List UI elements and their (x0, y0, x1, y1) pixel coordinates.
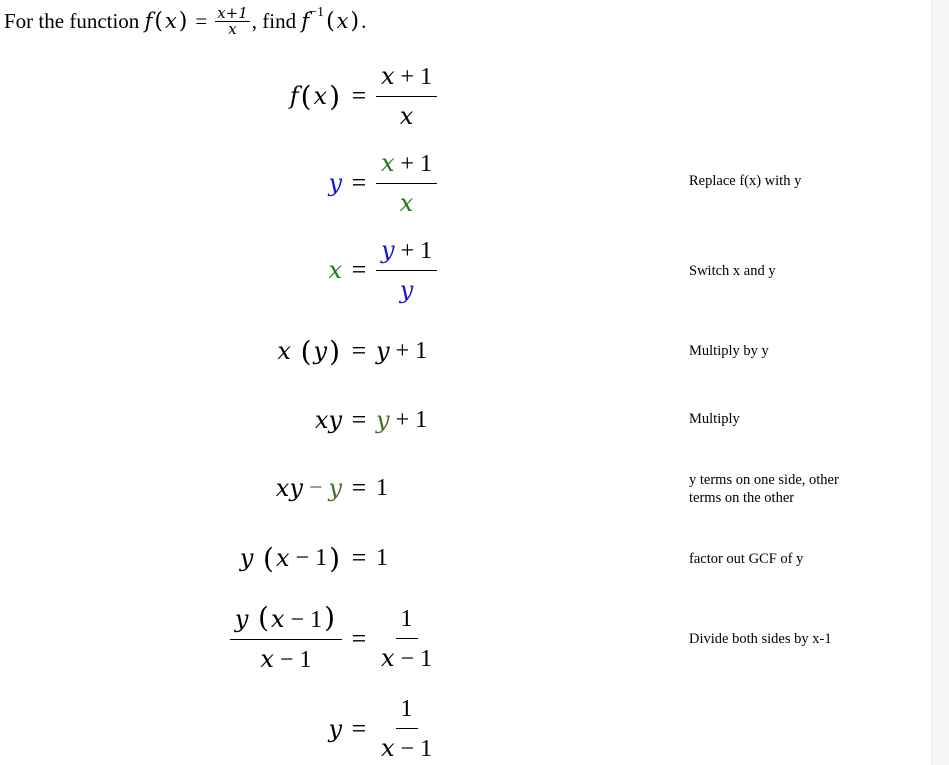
num-x: x (270, 605, 285, 633)
num-1: 1 (420, 151, 433, 177)
step-note: Divide both sides by x-1 (689, 631, 832, 647)
num-y: y (381, 236, 395, 264)
step-row (0, 60, 660, 132)
lhs-y: y (328, 474, 342, 502)
step-row (0, 693, 660, 765)
rhs-den-x: x (381, 644, 395, 672)
equation: f ( x ) = $\frac{x + 1}{x}$ (0, 60, 640, 132)
den: x (399, 102, 414, 130)
num-y: y (234, 605, 249, 633)
step-note: Switch x and y (689, 263, 776, 279)
lhs-fraction: $\frac{y (x - 1)}{x - 1}$ (230, 603, 342, 675)
step-note: factor out GCF of y (689, 551, 804, 567)
den: y (399, 276, 414, 304)
rhs-1: 1 (415, 337, 428, 364)
rhs-den-1: 1 (420, 646, 433, 672)
rhs-fraction: $\frac{x + 1}{x}$ (376, 61, 437, 131)
problem-intro: For the function (4, 8, 140, 33)
problem-statement: For the function f ( x ) = $\frac{x+1}{x}$ , find f −1 ( x ) . (4, 3, 367, 38)
problem-den: x (228, 19, 237, 38)
rhs-1: 1 (376, 474, 388, 501)
lhs-xy: xy (275, 474, 303, 502)
scrollbar-track[interactable] (931, 0, 949, 765)
num-1: 1 (420, 64, 433, 90)
problem-inv: f (301, 9, 310, 33)
step-row (0, 537, 660, 579)
rhs-1: 1 (415, 406, 428, 433)
den: x (399, 189, 414, 217)
num-1: 1 (420, 238, 433, 264)
lhs-x: x (277, 337, 291, 365)
step-row (0, 399, 660, 441)
num-x: x (381, 62, 395, 90)
lhs-y: y (328, 715, 342, 743)
rhs-y: y (376, 406, 390, 434)
problem-inv-exp: −1 (309, 5, 325, 20)
lhs-1: 1 (315, 544, 328, 571)
rhs-den-x: x (381, 734, 395, 762)
num-x: x (381, 149, 395, 177)
step-row (0, 467, 660, 509)
equation: x ( y ) = y + 1 (277, 334, 428, 368)
lhs-f: f (289, 82, 299, 110)
lhs-x: x (275, 544, 290, 572)
rhs-1: 1 (376, 544, 388, 571)
problem-num: x+1 (217, 3, 248, 22)
equation: xy = y + 1 (0, 399, 640, 441)
rhs-den-1: 1 (420, 736, 433, 762)
lhs-y: y (313, 337, 328, 365)
lhs-y: y (239, 544, 254, 572)
den-1: 1 (299, 647, 312, 673)
step-note: Multiply (689, 411, 740, 427)
equation: xy − y = 1 (275, 473, 388, 502)
lhs-y: y (328, 169, 342, 197)
step-row (0, 234, 660, 306)
problem-var: x (164, 9, 177, 33)
step-note: y terms on one side, other terms on the other (689, 472, 839, 506)
rhs-num: 1 (396, 694, 418, 729)
lhs-xy: xy (314, 406, 342, 434)
rhs-y: y (376, 337, 390, 365)
problem-end: . (361, 8, 367, 33)
equation: y = $\frac{x + 1}{x}$ (0, 147, 640, 219)
problem-find: , find (251, 8, 297, 33)
rhs-fraction: $\frac{y + 1}{y}$ (376, 235, 437, 305)
rhs-fraction: $\frac{x + 1}{x}$ (376, 148, 437, 218)
den-x: x (260, 645, 274, 673)
step-row (0, 147, 660, 219)
problem-func: f (144, 9, 153, 33)
step-note: Replace f(x) with y (689, 173, 802, 189)
rhs-num: 1 (396, 604, 418, 639)
problem-fraction (215, 3, 250, 38)
step-row (0, 330, 660, 372)
lhs-x: x (328, 256, 342, 284)
num-1: 1 (310, 607, 323, 633)
equation: y = $\frac{1}{x - 1}$ (0, 693, 640, 765)
rhs-fraction: $\frac{1}{x - 1}$ (381, 696, 433, 762)
equation: y ( x − 1 ) = 1 (239, 541, 388, 575)
rhs-fraction: $\frac{1}{x - 1}$ (381, 606, 433, 672)
equation: x = $\frac{y + 1}{y}$ (0, 234, 640, 306)
lhs-x: x (313, 82, 328, 110)
equation: $\frac{y (x - 1)}{x - 1}$ = $\frac{1}{x - 1}$ (0, 603, 640, 675)
step-note: Multiply by y (689, 343, 769, 359)
step-row (0, 603, 660, 675)
